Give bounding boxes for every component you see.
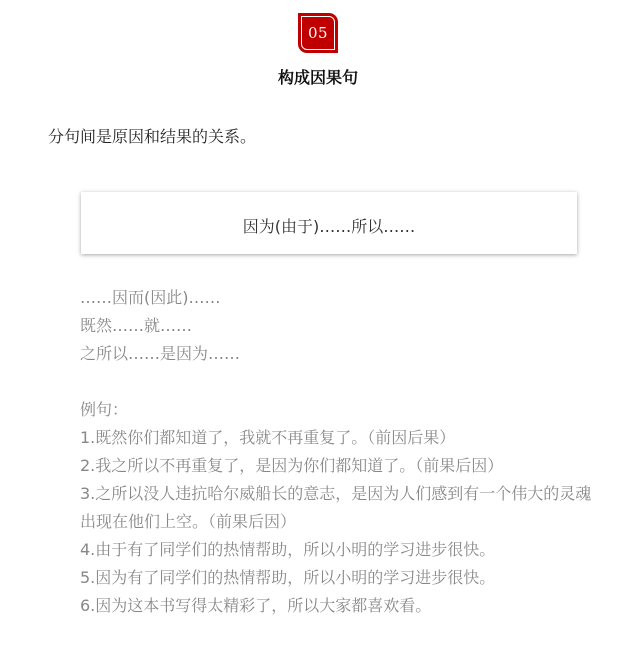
example-label: 例句： bbox=[80, 400, 129, 419]
example-item: 2.我之所以不再重复了，是因为你们都知道了。（前果后因） bbox=[80, 456, 504, 475]
section-number-badge bbox=[298, 13, 338, 53]
pattern-item: ……因而(因此)…… bbox=[80, 288, 221, 307]
formula-box bbox=[81, 192, 577, 254]
example-item: 4.由于有了同学们的热情帮助，所以小明的学习进步很快。 bbox=[80, 540, 496, 559]
formula-text: 因为(由于)……所以…… bbox=[242, 216, 416, 236]
example-item: 1.既然你们都知道了，我就不再重复了。（前因后果） bbox=[80, 428, 456, 447]
example-item: 3.之所以没人违抗哈尔威船长的意志，是因为人们感到有一个伟大的灵魂出现在他们上空。（前果后因） bbox=[80, 484, 592, 531]
pattern-item: 之所以……是因为…… bbox=[80, 344, 241, 363]
pattern-item: 既然……就…… bbox=[80, 316, 193, 335]
section-title: 构成因果句 bbox=[277, 68, 358, 87]
pattern-list bbox=[80, 284, 600, 368]
intro-text: 分句间是原因和结果的关系。 bbox=[48, 127, 257, 146]
example-item: 6.因为这本书写得太精彩了，所以大家都喜欢看。 bbox=[80, 596, 432, 615]
section-number: 05 bbox=[301, 16, 335, 50]
example-item: 5.因为有了同学们的热情帮助，所以小明的学习进步很快。 bbox=[80, 568, 496, 587]
example-list bbox=[80, 396, 600, 620]
